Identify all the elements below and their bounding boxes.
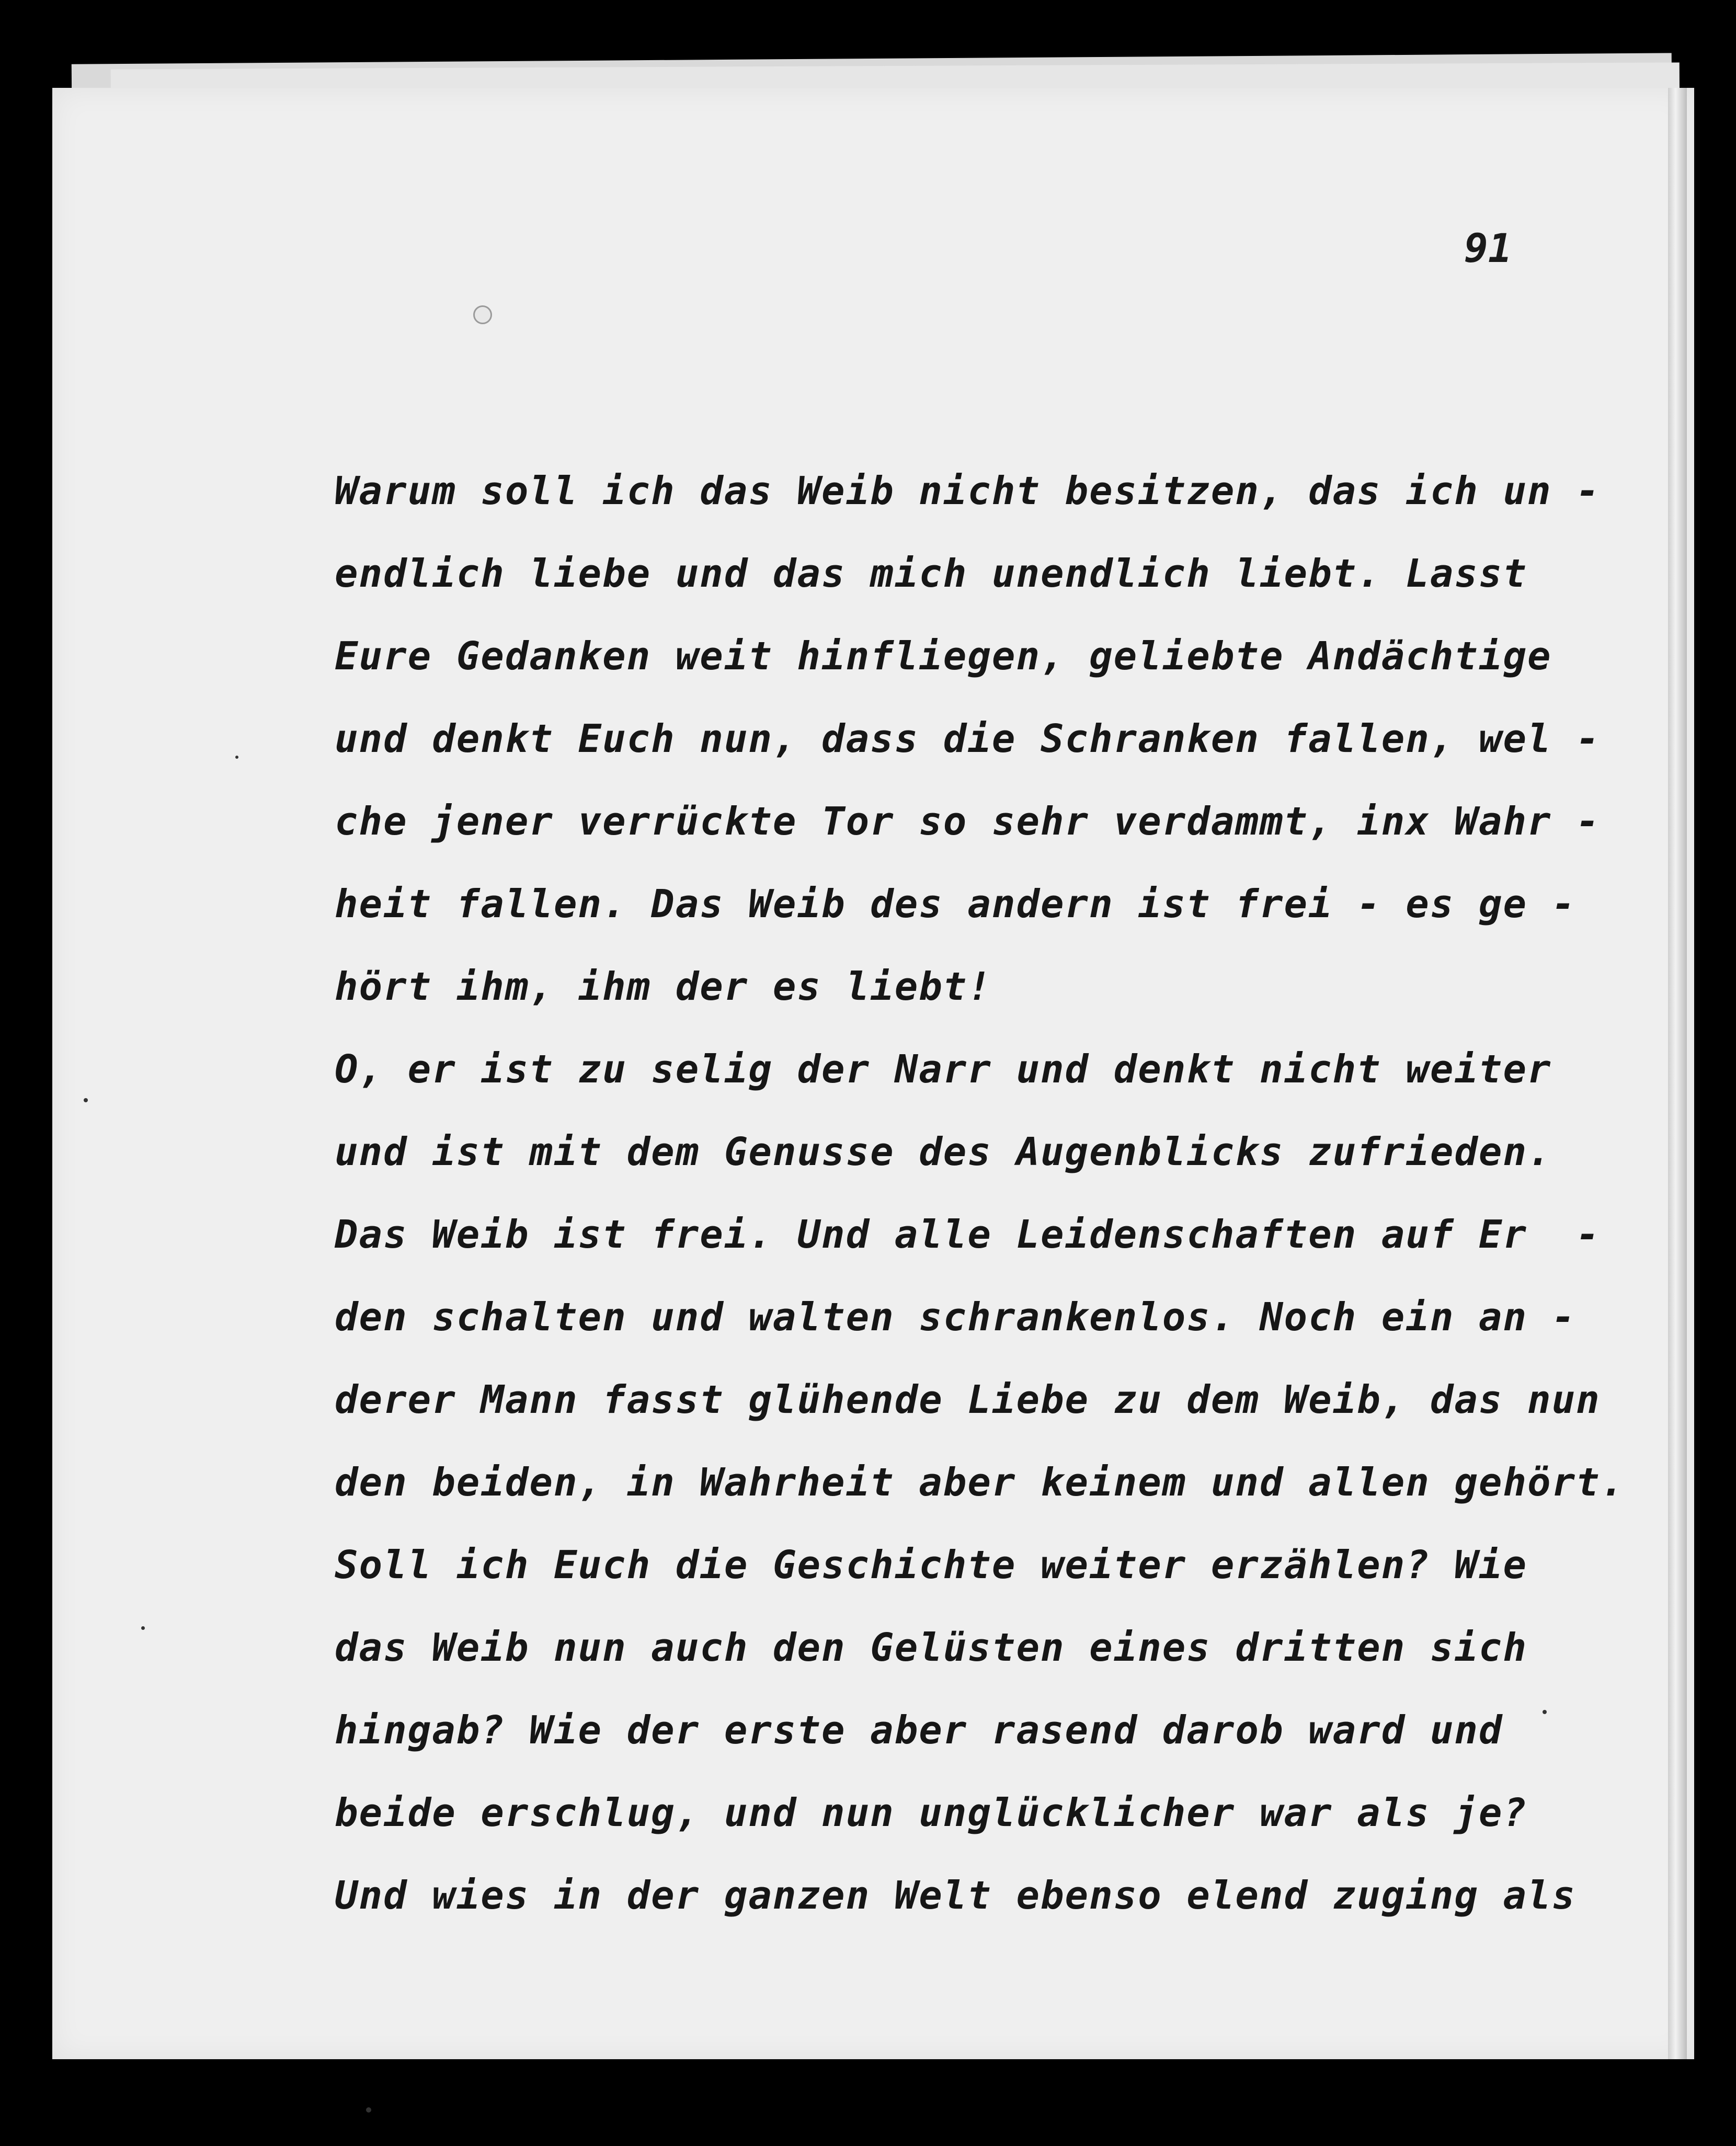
ink-speck — [84, 1098, 88, 1102]
text-line: hört ihm, ihm der es liebt! — [335, 964, 992, 1009]
text-line: che jener verrückte Tor so sehr verdammt, inx Wahr - — [335, 799, 1601, 844]
text-line: endlich liebe und das mich unendlich liebt. Lasst — [335, 551, 1528, 596]
text-line: heit fallen. Das Weib des andern ist frei - es ge - — [335, 882, 1577, 927]
text-line: Das Weib ist frei. Und alle Leidenschaften auf Er - — [335, 1212, 1601, 1257]
text-line: O, er ist zu selig der Narr und denkt nicht weiter — [335, 1047, 1552, 1092]
text-line: den schalten und walten schrankenlos. Noch ein an - — [335, 1295, 1577, 1340]
ink-speck — [235, 756, 238, 759]
text-line: derer Mann fasst glühende Liebe zu dem Weib, das nun — [335, 1377, 1601, 1422]
text-line: das Weib nun auch den Gelüsten eines dritten sich — [335, 1625, 1528, 1670]
ink-speck — [141, 1626, 145, 1630]
text-line: Warum soll ich das Weib nicht besitzen, das ich un - — [335, 469, 1601, 513]
text-line: und denkt Euch nun, dass die Schranken fallen, wel - — [335, 716, 1601, 761]
text-line: Und wies in der ganzen Welt ebenso elend zuging als — [335, 1873, 1577, 1918]
ink-speck — [366, 2107, 371, 2113]
text-line: den beiden, in Wahrheit aber keinem und allen gehört. — [335, 1460, 1625, 1505]
page-number: 91 — [1464, 225, 1512, 271]
paper-hole — [473, 305, 492, 324]
text-line: beide erschlug, und nun unglücklicher war als je? — [335, 1790, 1528, 1835]
typewritten-body — [335, 450, 1673, 1937]
text-line: Soll ich Euch die Geschichte weiter erzählen? Wie — [335, 1543, 1528, 1588]
text-line: hingab? Wie der erste aber rasend darob ward und — [335, 1708, 1503, 1753]
text-line: Eure Gedanken weit hinfliegen, geliebte Andächtige — [335, 634, 1552, 679]
text-line: und ist mit dem Genusse des Augenblicks zufrieden. — [335, 1129, 1552, 1174]
ink-speck — [1543, 1710, 1547, 1714]
